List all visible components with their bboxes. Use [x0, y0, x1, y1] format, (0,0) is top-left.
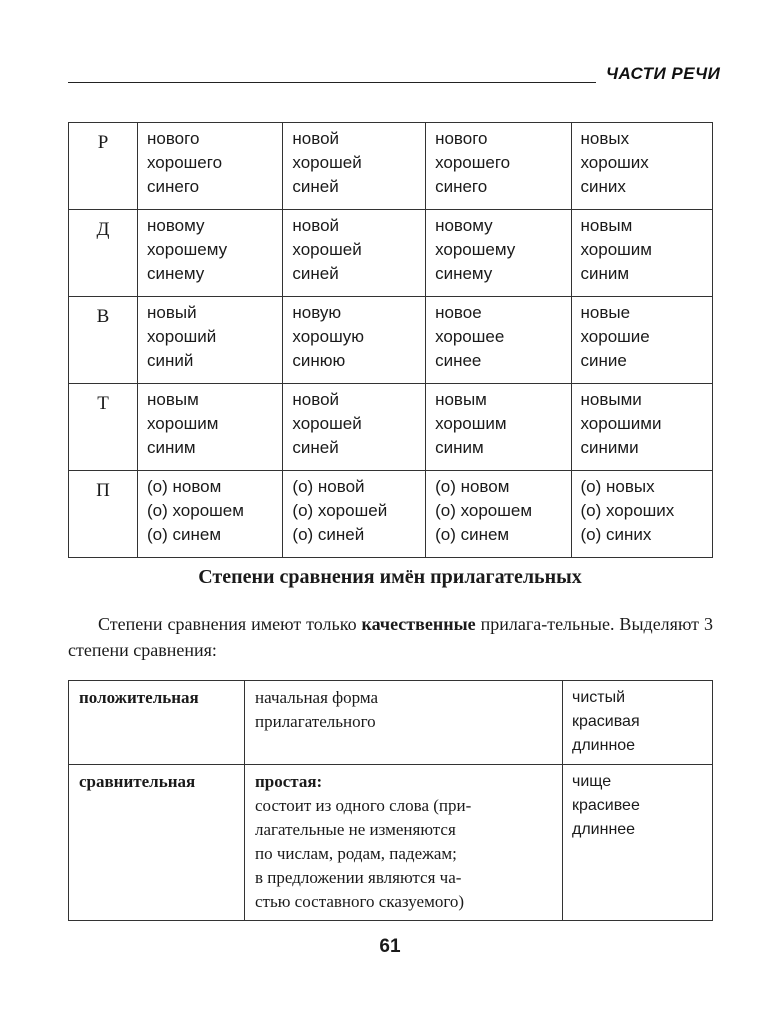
cell-text: (о) новых (о) хороших (о) синих — [580, 477, 675, 544]
table-cell — [426, 471, 571, 558]
cell-text: новых хороших синих — [580, 129, 649, 196]
case-label: Р — [69, 123, 138, 210]
cell-text: новому хорошему синему — [435, 216, 516, 283]
case-label: Т — [69, 384, 138, 471]
table-cell — [138, 210, 283, 297]
cell-text: новым хорошим синим — [580, 216, 652, 283]
table-cell — [138, 384, 283, 471]
cell-text: новой хорошей синей — [292, 129, 362, 196]
cell-text: нового хорошего синего — [435, 129, 511, 196]
table-cell — [571, 384, 713, 471]
degree-examples: чище красивее длиннее — [563, 765, 713, 921]
table-cell — [571, 123, 713, 210]
table-cell — [138, 471, 283, 558]
degree-description — [245, 681, 563, 765]
para-bold-term: качественные — [361, 614, 476, 634]
description-text: состоит из одного слова (при- лагательные не изменяются по числам, родам, падежам; в предложении являются ча- стью составного сказуемого) — [255, 796, 472, 911]
section-title: Степени сравнения имён прилагательных — [198, 566, 582, 588]
table-row — [69, 681, 713, 765]
degree-name: положительная — [69, 681, 245, 765]
table-row — [69, 210, 713, 297]
para-text: прилага-тельные. Выделяют 3 степени сравнения: — [68, 614, 713, 660]
table-cell — [138, 123, 283, 210]
cell-text: новые хорошие синие — [580, 303, 650, 370]
intro-paragraph — [68, 611, 713, 663]
table-cell — [138, 297, 283, 384]
description-subhead: простая: — [255, 772, 323, 791]
case-label: Д — [69, 210, 138, 297]
case-label: П — [69, 471, 138, 558]
declension-table — [68, 122, 713, 558]
cell-text: новыми хорошими синими — [580, 390, 662, 457]
cell-text: новую хорошую синюю — [292, 303, 364, 370]
table-row — [69, 765, 713, 921]
comparison-degrees-table — [68, 680, 713, 921]
cell-text: новое хорошее синее — [435, 303, 505, 370]
degree-description — [245, 765, 563, 921]
table-cell — [571, 471, 713, 558]
cell-text: (о) новой (о) хорошей (о) синей — [292, 477, 388, 544]
table-cell — [426, 210, 571, 297]
table-cell — [283, 210, 426, 297]
table-cell — [283, 471, 426, 558]
table-row — [69, 384, 713, 471]
table-cell — [426, 297, 571, 384]
cell-text: новым хорошим синим — [435, 390, 507, 457]
degree-examples: чистый красивая длинное — [563, 681, 713, 765]
table-cell — [571, 297, 713, 384]
cell-text: новой хорошей синей — [292, 216, 362, 283]
cell-text: (о) новом (о) хорошем (о) синем — [147, 477, 244, 544]
running-header: ЧАСТИ РЕЧИ — [606, 64, 721, 83]
table-cell — [426, 384, 571, 471]
para-text: Степени сравнения имеют только — [98, 614, 362, 634]
table-cell — [283, 123, 426, 210]
cell-text: (о) новом (о) хорошем (о) синем — [435, 477, 533, 544]
table-row — [69, 123, 713, 210]
table-cell — [283, 297, 426, 384]
cell-text: новому хорошему синему — [147, 216, 228, 283]
cell-text: новый хороший синий — [147, 303, 217, 370]
table-cell — [283, 384, 426, 471]
table-cell — [426, 123, 571, 210]
cell-text: новым хорошим синим — [147, 390, 219, 457]
case-label: В — [69, 297, 138, 384]
header-rule — [68, 82, 596, 83]
table-row — [69, 297, 713, 384]
table-row — [69, 471, 713, 558]
cell-text: новой хорошей синей — [292, 390, 362, 457]
description-text: начальная форма прилагательного — [255, 688, 379, 731]
page-number: 61 — [379, 936, 401, 957]
cell-text: нового хорошего синего — [147, 129, 223, 196]
degree-name: сравнительная — [69, 765, 245, 921]
table-cell — [571, 210, 713, 297]
